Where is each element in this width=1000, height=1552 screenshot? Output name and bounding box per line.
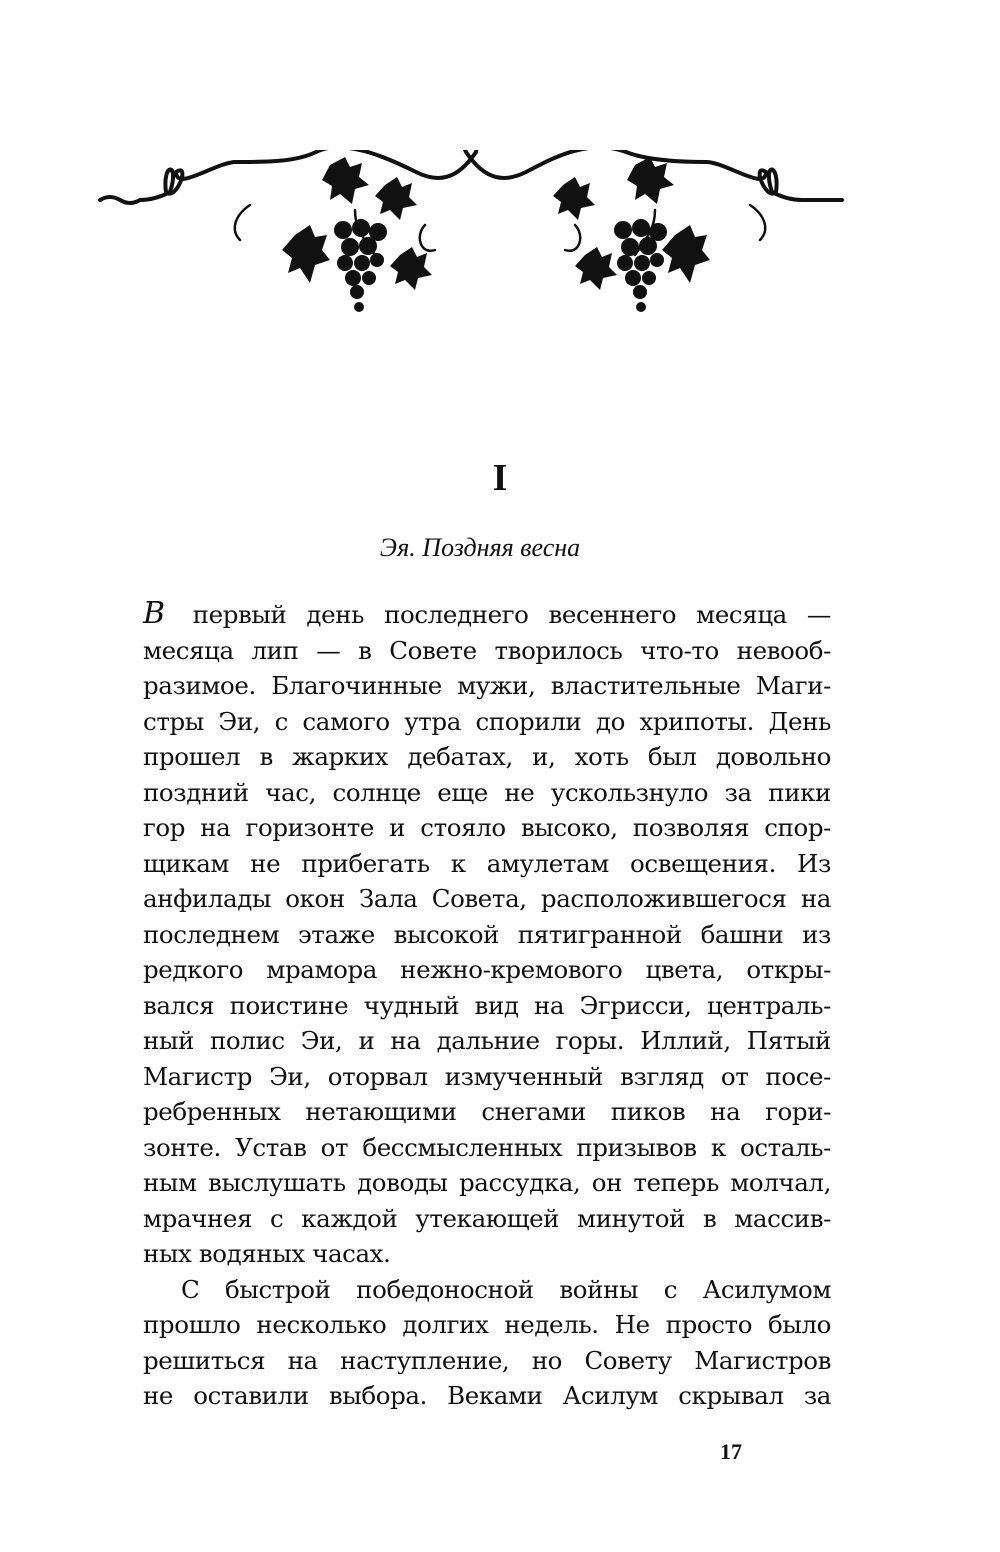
line-text: гор на горизонте и стояло высоко, позволяя спор-: [143, 813, 831, 842]
text-line: [143, 775, 831, 811]
line-text: первый день последнего весеннего месяца —: [172, 600, 831, 629]
text-line: [143, 1307, 831, 1343]
grape-cluster-icon: [334, 219, 387, 312]
line-text: зонте. Устав от бессмысленных призывов к осталь-: [143, 1132, 831, 1162]
page-number: 17: [720, 1439, 742, 1464]
paragraph: [143, 597, 831, 1272]
text-line: [143, 1201, 831, 1237]
line-text: поздний час, солнце еще не ускользнуло за пики: [143, 777, 831, 807]
text-line: [143, 1059, 831, 1095]
chapter-subtitle: Эя. Поздняя весна: [379, 533, 581, 562]
chapter-number: I: [492, 457, 508, 499]
text-line: [143, 917, 831, 953]
grapevine-ornament: [95, 150, 905, 320]
drop-cap: В: [143, 596, 165, 631]
line-text: прошло несколько долгих недель. Не просто было: [143, 1310, 831, 1339]
text-line: [143, 1023, 831, 1059]
line-text: С быстрой победоносной войны с Асилумом: [181, 1274, 831, 1304]
line-text: щикам не прибегать к амулетам освещения. Из: [143, 848, 831, 878]
line-text: Магистр Эи, оторвал измученный взгляд от посе-: [143, 1061, 831, 1091]
line-text: решиться на наступление, но Совету Магистров: [143, 1345, 831, 1375]
line-text: ным выслушать доводы рассудка, он теперь молчал,: [143, 1168, 831, 1197]
line-text: ный полис Эи, и на дальние горы. Иллий, Пятый: [143, 1026, 831, 1055]
text-line: [143, 1272, 831, 1308]
text-line: [143, 1236, 831, 1272]
line-text: ных водяных часах.: [143, 1239, 391, 1268]
grape-cluster-icon: [614, 219, 667, 312]
text-line: [143, 633, 831, 669]
text-line: [143, 1343, 831, 1379]
line-text: редкого мрамора нежно-кремового цвета, откры-: [143, 955, 831, 984]
text-line: [143, 952, 831, 988]
text-line: [143, 597, 831, 633]
text-line: [143, 1130, 831, 1166]
line-text: анфилады окон Зала Совета, расположившегося на: [143, 884, 831, 913]
text-line: [143, 739, 831, 775]
body-text: [143, 597, 831, 1414]
text-line: [143, 668, 831, 704]
line-text: последнем этаже высокой пятигранной башни из: [143, 919, 831, 949]
line-text: мрачнея с каждой утекающей минутой в массив-: [143, 1203, 831, 1233]
text-line: [143, 1378, 831, 1414]
text-line: [143, 1165, 831, 1201]
line-text: не оставили выбора. Веками Асилум скрывал за: [143, 1381, 831, 1410]
paragraph: [143, 1272, 831, 1414]
line-text: месяца лип — в Совете творилось что-то невооб-: [143, 635, 831, 665]
line-text: стры Эи, с самого утра спорили до хрипоты. День: [143, 706, 831, 736]
text-line: [143, 1094, 831, 1130]
text-line: [143, 704, 831, 740]
line-text: ребренных нетающими снегами пиков на гори-: [143, 1097, 831, 1126]
text-line: [143, 881, 831, 917]
text-line: [143, 810, 831, 846]
text-line: [143, 988, 831, 1024]
text-line: [143, 846, 831, 882]
line-text: разимое. Благочинные мужи, властительные Маги-: [143, 671, 831, 700]
line-text: прошел в жарких дебатах, и, хоть был довольно: [143, 742, 831, 771]
line-text: вался поистине чудный вид на Эгрисси, централь-: [143, 990, 831, 1020]
